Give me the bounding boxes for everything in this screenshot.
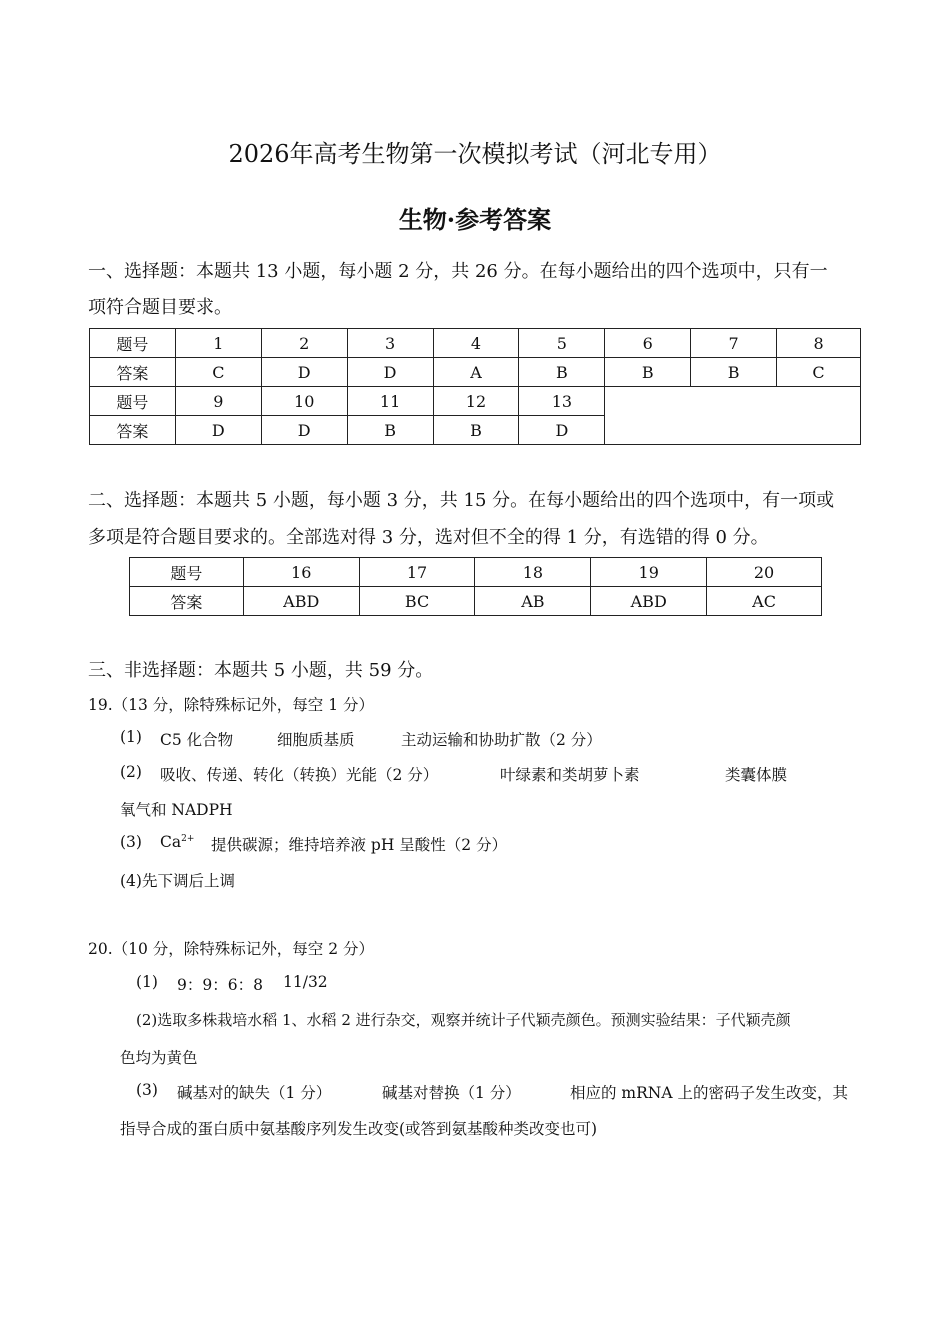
q19-p3-ion bbox=[160, 833, 194, 851]
section2-heading-line1: 二、选择题：本题共 5 小题，每小题 3 分，共 15 分。在每小题给出的四个选项中，有一项或 bbox=[88, 490, 835, 511]
answer-cell: C bbox=[777, 358, 861, 387]
question-number: 5 bbox=[519, 329, 605, 358]
question-number: 3 bbox=[347, 329, 433, 358]
q19-p2-answer-d: 氧气和 NADPH bbox=[120, 801, 233, 819]
section1-answer-table bbox=[89, 328, 861, 445]
table-row bbox=[90, 387, 861, 416]
answer-cell: D bbox=[175, 416, 261, 445]
q19-p1-number: (1) bbox=[120, 728, 142, 746]
answer-cell: D bbox=[519, 416, 605, 445]
section1-heading-line2: 项符合题目要求。 bbox=[88, 297, 232, 318]
answer-cell: ABD bbox=[591, 587, 707, 616]
q19-p1-answer-c: 主动运输和协助扩散（2 分） bbox=[401, 731, 602, 749]
table-row bbox=[130, 587, 822, 616]
answer-cell: AC bbox=[707, 587, 822, 616]
q19-p2-answer-b: 叶绿素和类胡萝卜素 bbox=[500, 766, 640, 784]
question-number: 17 bbox=[359, 558, 475, 587]
page-subtitle: 生物·参考答案 bbox=[398, 205, 552, 234]
q19-p2-answer-c: 类囊体膜 bbox=[725, 766, 788, 784]
q19-p3-ion-charge: 2+ bbox=[181, 833, 195, 844]
q19-p1-answer-b: 细胞质基质 bbox=[277, 731, 355, 749]
q20-p2-line2: 色均为黄色 bbox=[120, 1049, 198, 1067]
q20-p1-answer-b: 11/32 bbox=[283, 973, 328, 991]
answer-cell: B bbox=[433, 416, 519, 445]
q19-p2-number: (2) bbox=[120, 763, 142, 781]
answer-cell: A bbox=[433, 358, 519, 387]
section1-heading-line1: 一、选择题：本题共 13 小题，每小题 2 分，共 26 分。在每小题给出的四个选项中，只有一 bbox=[88, 261, 828, 282]
question-number: 11 bbox=[347, 387, 433, 416]
question-number: 12 bbox=[433, 387, 519, 416]
q20-p3-answer-b: 碱基对替换（1 分） bbox=[382, 1084, 521, 1102]
question-number: 18 bbox=[475, 558, 591, 587]
row-label-answer: 答案 bbox=[90, 416, 176, 445]
q20-p3-line2: 指导合成的蛋白质中氨基酸序列发生改变(或答到氨基酸种类改变也可) bbox=[120, 1120, 598, 1138]
answer-cell: B bbox=[347, 416, 433, 445]
answer-cell: D bbox=[261, 416, 347, 445]
section3-heading: 三、非选择题：本题共 5 小题，共 59 分。 bbox=[88, 660, 434, 681]
page-title: 2026年高考生物第一次模拟考试（河北专用） bbox=[228, 140, 722, 168]
row-label-question: 题号 bbox=[130, 558, 244, 587]
question-number: 1 bbox=[175, 329, 261, 358]
table-row bbox=[90, 329, 861, 358]
section2-heading-line2: 多项是符合题目要求的。全部选对得 3 分，选对但不全的得 1 分，有选错的得 0 分。 bbox=[88, 527, 769, 548]
empty-cell bbox=[605, 387, 861, 445]
question-number: 16 bbox=[243, 558, 359, 587]
q19-p3-answer-b: 提供碳源；维持培养液 pH 呈酸性（2 分） bbox=[211, 836, 508, 854]
q19-p3-number: (3) bbox=[120, 833, 142, 851]
row-label-answer: 答案 bbox=[90, 358, 176, 387]
q20-p2-line1: (2)选取多株栽培水稻 1、水稻 2 进行杂交，观察并统计子代颖壳颜色。预测实验结果：子代颖壳颜 bbox=[136, 1011, 791, 1029]
question-number: 6 bbox=[605, 329, 691, 358]
table-row bbox=[130, 558, 822, 587]
q20-p3-number: (3) bbox=[136, 1081, 158, 1099]
table-row bbox=[90, 358, 861, 387]
answer-cell: AB bbox=[475, 587, 591, 616]
answer-cell: D bbox=[261, 358, 347, 387]
section2-answer-table bbox=[129, 557, 822, 616]
row-label-question: 题号 bbox=[90, 387, 176, 416]
answer-cell: D bbox=[347, 358, 433, 387]
question-number: 13 bbox=[519, 387, 605, 416]
answer-cell: BC bbox=[359, 587, 475, 616]
answer-cell: B bbox=[519, 358, 605, 387]
q19-p2-answer-a: 吸收、传递、转化（转换）光能（2 分） bbox=[160, 766, 439, 784]
question-number: 8 bbox=[777, 329, 861, 358]
row-label-question: 题号 bbox=[90, 329, 176, 358]
question-number: 20 bbox=[707, 558, 822, 587]
question-number: 9 bbox=[175, 387, 261, 416]
q20-p1-answer-a: 9：9：6：8 bbox=[177, 976, 263, 994]
q20-p1-number: (1) bbox=[136, 973, 158, 991]
answer-cell: ABD bbox=[243, 587, 359, 616]
answer-cell: B bbox=[691, 358, 777, 387]
question-number: 7 bbox=[691, 329, 777, 358]
question-number: 2 bbox=[261, 329, 347, 358]
q19-p3-ion-symbol: Ca bbox=[160, 833, 182, 851]
answer-cell: B bbox=[605, 358, 691, 387]
q19-header: 19.（13 分，除特殊标记外，每空 1 分） bbox=[88, 696, 375, 714]
question-number: 10 bbox=[261, 387, 347, 416]
question-number: 4 bbox=[433, 329, 519, 358]
answer-cell: C bbox=[175, 358, 261, 387]
q19-p1-answer-a: C5 化合物 bbox=[160, 731, 234, 749]
row-label-answer: 答案 bbox=[130, 587, 244, 616]
question-number: 19 bbox=[591, 558, 707, 587]
q20-p3-answer-a: 碱基对的缺失（1 分） bbox=[177, 1084, 332, 1102]
q19-p4-answer: (4)先下调后上调 bbox=[120, 872, 235, 890]
q20-p3-answer-c: 相应的 mRNA 上的密码子发生改变，其 bbox=[570, 1084, 848, 1102]
q20-header: 20.（10 分，除特殊标记外，每空 2 分） bbox=[88, 940, 375, 958]
